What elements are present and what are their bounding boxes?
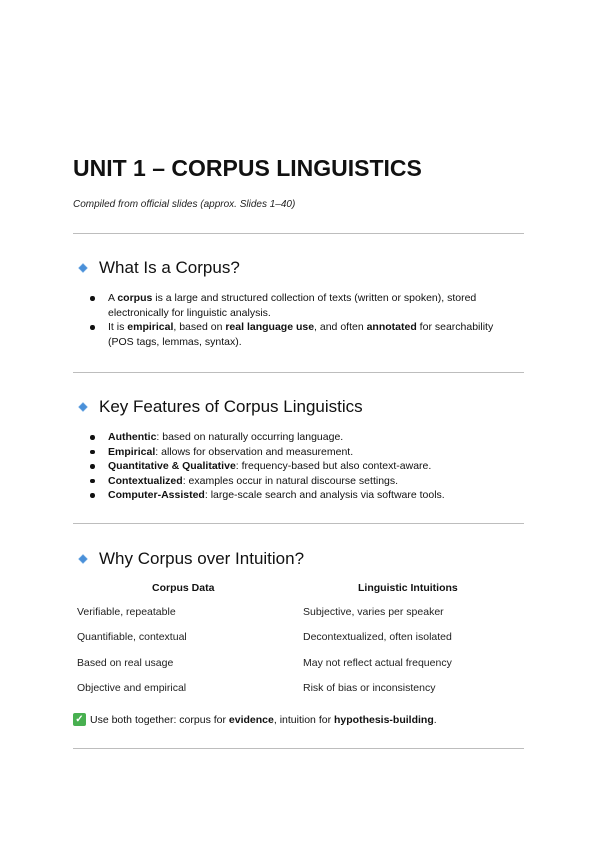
list-item xyxy=(80,459,520,474)
table-cell: Quantifiable, contextual xyxy=(77,631,187,643)
text-run: It is xyxy=(108,321,128,334)
bold-text: corpus xyxy=(117,292,153,304)
bullet-dot-icon xyxy=(90,464,95,469)
bullet-dot-icon xyxy=(90,325,95,330)
table-cell: Subjective, varies per speaker xyxy=(303,606,444,618)
text-run: , intuition for xyxy=(273,713,334,726)
text-run: : frequency-based but also context-aware. xyxy=(235,460,432,473)
page-subtitle: Compiled from official slides (approx. Slides 1–40) xyxy=(73,199,296,210)
text-run: Use both together: corpus for xyxy=(90,713,229,726)
section-heading-text: What Is a Corpus? xyxy=(99,258,240,277)
section-heading-text: Why Corpus over Intuition? xyxy=(99,549,305,568)
table-header-corpus-data: Corpus Data xyxy=(152,582,215,594)
text-run: is a large and structured collection of texts (written or spoken), stored electronically for linguistic analysis. xyxy=(108,292,477,319)
table-cell: May not reflect actual frequency xyxy=(303,657,452,669)
section-heading-what-is-corpus xyxy=(77,258,240,278)
table-cell: Verifiable, repeatable xyxy=(77,606,176,618)
bold-text: real language use xyxy=(225,321,315,334)
tip-note-text xyxy=(90,714,437,726)
table-header-linguistic-intuitions: Linguistic Intuitions xyxy=(358,582,458,594)
text-run: , based on xyxy=(173,321,226,334)
text-run: : allows for observation and measurement. xyxy=(155,445,354,458)
divider xyxy=(73,748,524,749)
list-item xyxy=(80,430,520,445)
text-run: . xyxy=(433,713,437,726)
bold-text: evidence xyxy=(228,713,274,726)
text-run: : large-scale search and analysis via software tools. xyxy=(204,489,445,502)
bullet-dot-icon xyxy=(90,493,95,498)
divider xyxy=(73,372,524,373)
bold-text: Empirical xyxy=(108,445,156,458)
section-heading-why-corpus xyxy=(77,549,304,569)
text-run: : examples occur in natural discourse settings. xyxy=(182,474,399,487)
bold-text: Contextualized xyxy=(108,474,183,487)
bullet-list xyxy=(80,291,520,349)
text-run: , and often xyxy=(314,321,367,334)
divider xyxy=(73,233,524,234)
bullet-dot-icon xyxy=(90,296,95,301)
text-run: : based on naturally occurring language. xyxy=(156,431,344,443)
table-cell: Objective and empirical xyxy=(77,682,187,694)
table-cell: Risk of bias or inconsistency xyxy=(303,682,436,694)
diamond-bullet-icon xyxy=(79,403,87,411)
table-cell: Based on real usage xyxy=(77,657,174,669)
bold-text: Authentic xyxy=(108,431,157,443)
bold-text: annotated xyxy=(366,321,417,334)
page-title: UNIT 1 – CORPUS LINGUISTICS xyxy=(73,155,422,181)
text-run: A xyxy=(108,292,118,304)
bullet-dot-icon xyxy=(90,450,95,455)
tip-note xyxy=(73,713,437,726)
list-item xyxy=(80,445,520,460)
divider xyxy=(73,523,524,524)
list-item xyxy=(80,320,520,349)
bold-text: hypothesis-building xyxy=(334,713,434,726)
bullet-dot-icon xyxy=(90,435,95,440)
bold-text: empirical xyxy=(127,321,174,334)
list-item xyxy=(80,291,520,320)
bold-text: Computer-Assisted xyxy=(108,489,205,502)
bullet-list xyxy=(80,430,520,503)
list-item xyxy=(80,488,520,503)
check-mark-icon: ✓ xyxy=(73,713,86,726)
diamond-bullet-icon xyxy=(79,264,87,272)
bold-text: Quantitative & Qualitative xyxy=(108,460,236,473)
list-item xyxy=(80,474,520,489)
table-cell: Decontextualized, often isolated xyxy=(303,631,452,643)
section-heading-text: Key Features of Corpus Linguistics xyxy=(99,397,363,416)
bullet-dot-icon xyxy=(90,479,95,484)
diamond-bullet-icon xyxy=(79,555,87,563)
section-heading-key-features xyxy=(77,397,363,417)
text-run: for searchability (POS tags, lemmas, syntax). xyxy=(108,321,494,348)
